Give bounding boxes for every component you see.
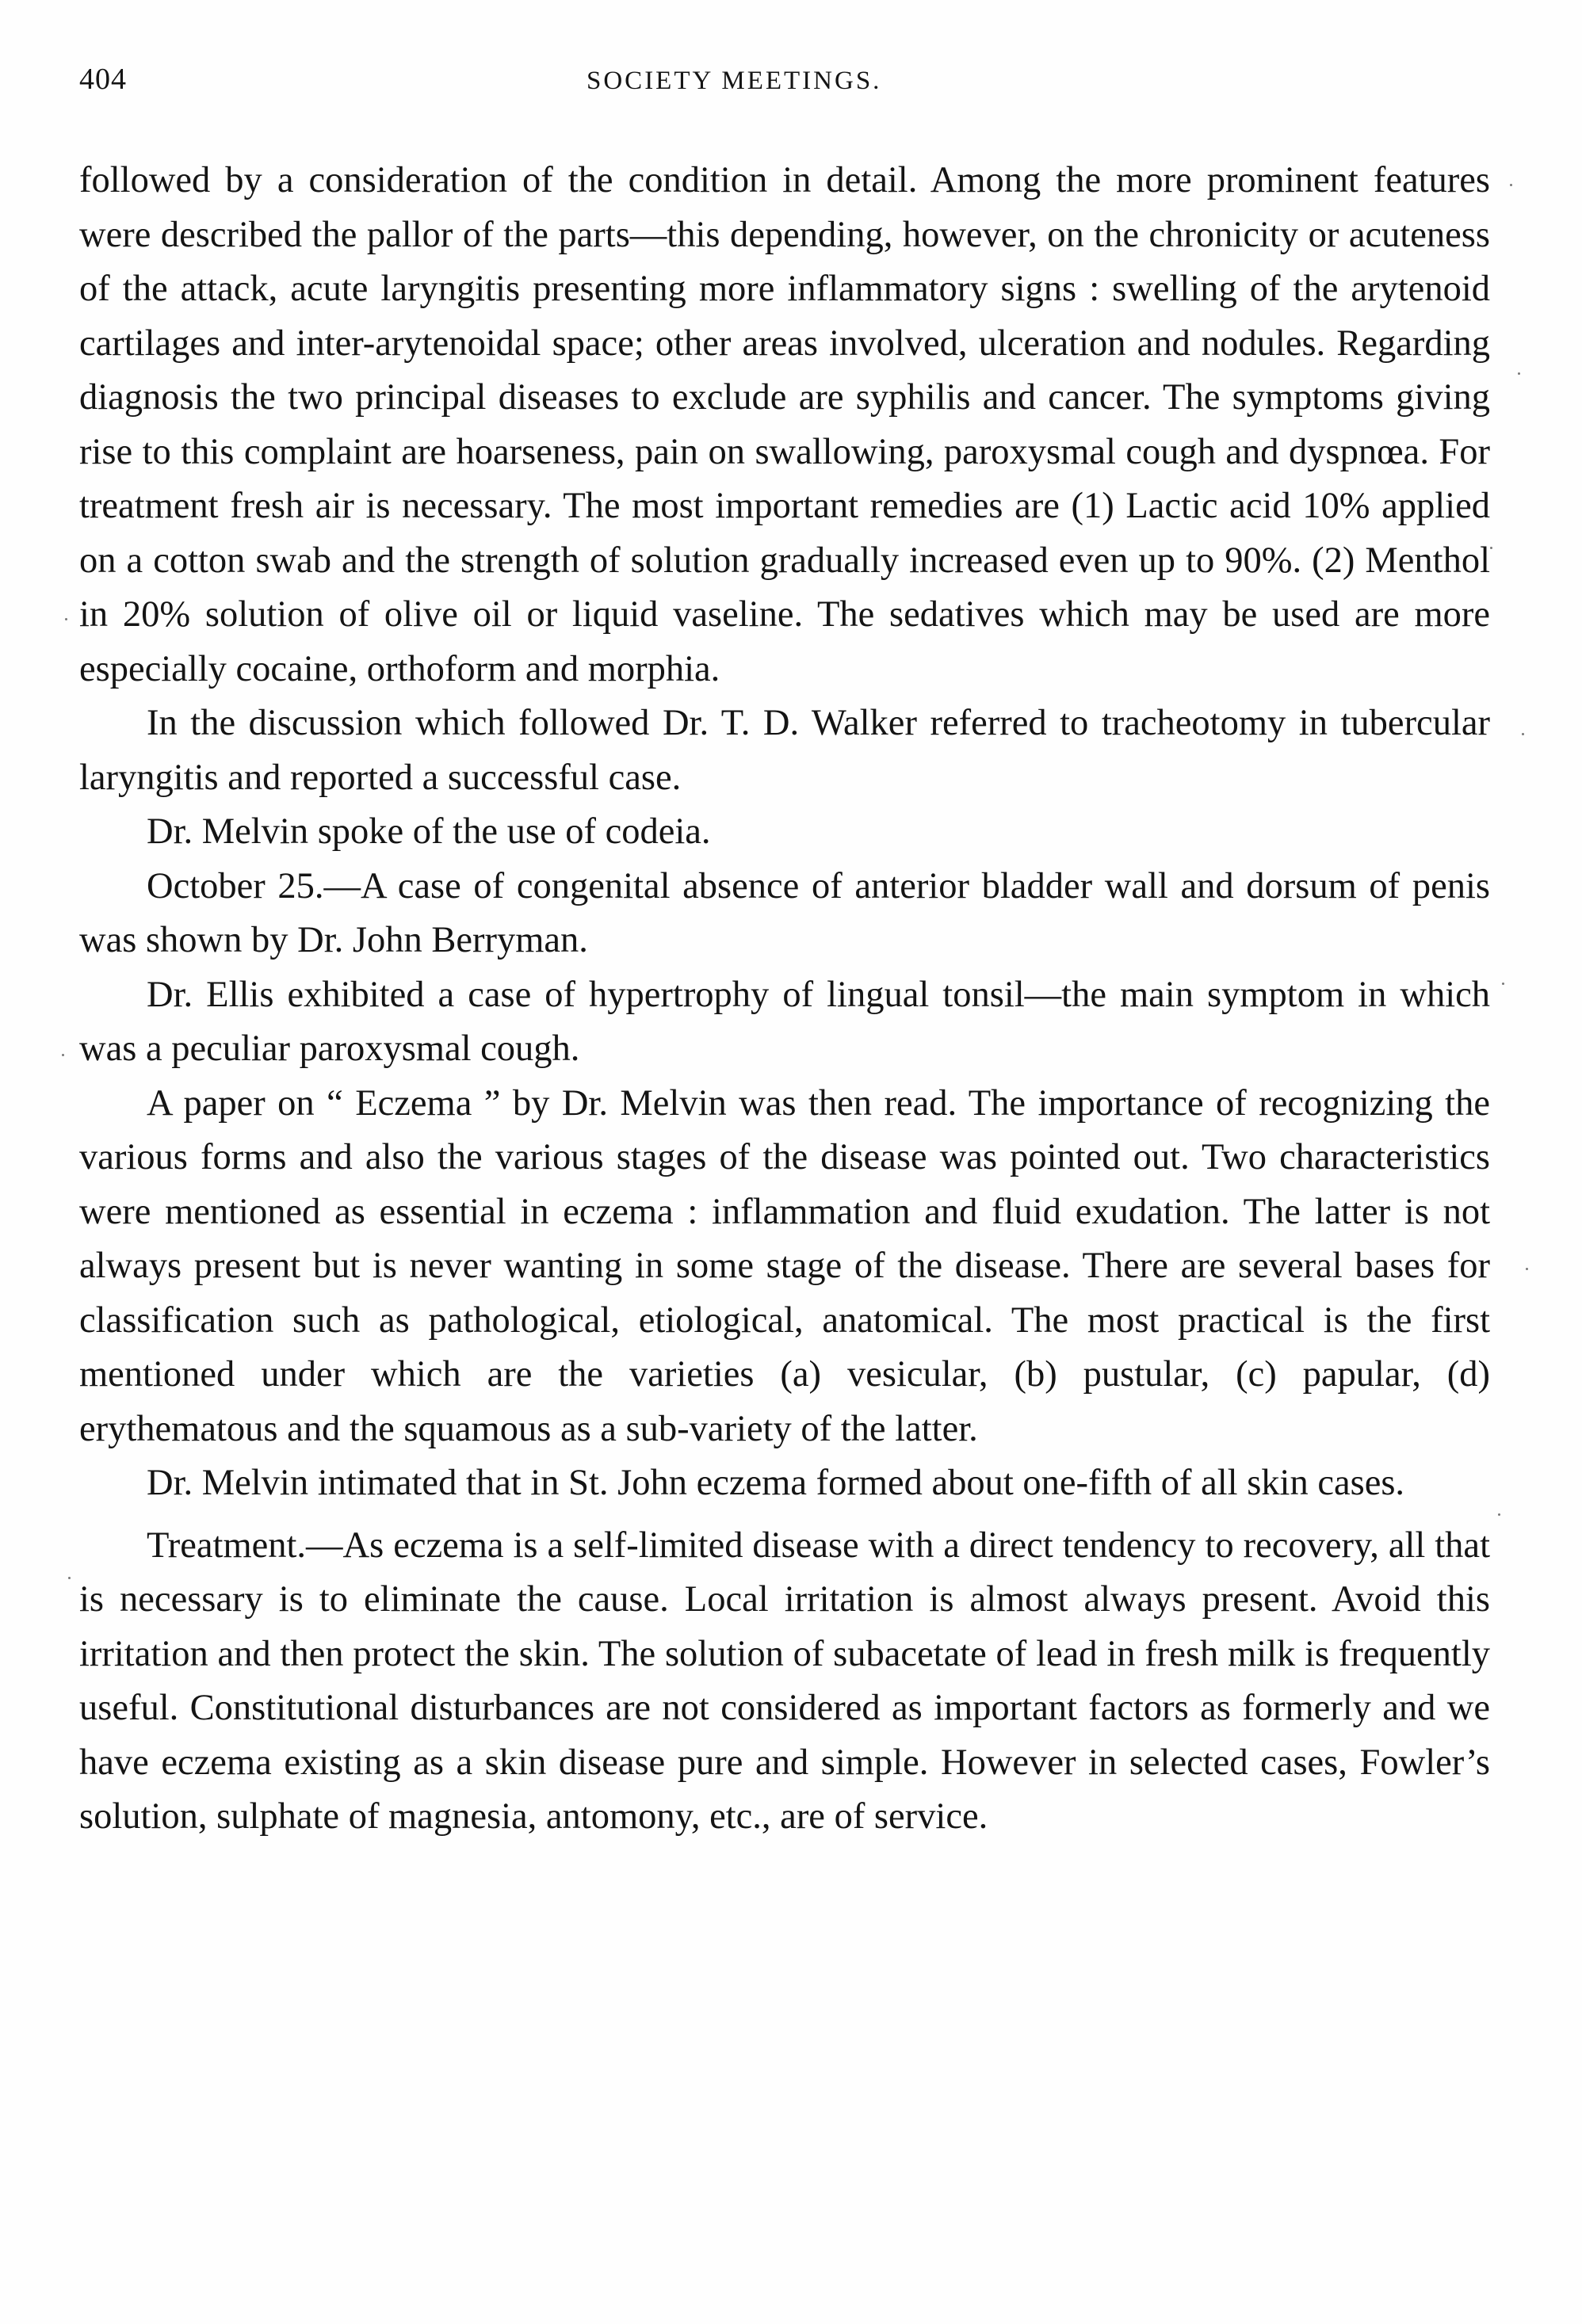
page-header (79, 62, 1490, 109)
scan-speck (1510, 184, 1512, 186)
scan-speck (1522, 733, 1524, 735)
scan-speck (1490, 547, 1492, 549)
paragraph-melvin-codeia: Dr. Melvin spoke of the use of codeia. (147, 811, 711, 852)
paragraph-october-25: October 25.—A case of congenital absence of anterior bladder wall and dorsum of penis was shown by Dr. John Berryman. (79, 865, 1490, 960)
scan-speck (1502, 983, 1504, 985)
scan-speck (1518, 372, 1520, 375)
paragraph-ellis-exhibit: Dr. Ellis exhibited a case of hypertrophy of lingual tonsil—the main symptom in which was a peculiar paroxysmal cough. (79, 974, 1490, 1069)
paragraph-eczema-prevalence: Dr. Melvin intimated that in St. John eczema formed about one-fifth of all skin cases. (147, 1463, 1405, 1503)
paragraph-laryngitis-continued: followed by a consideration of the condition in detail. Among the more prominent features were described the pallor of the parts—this depending, however, on the chronicity or acuteness of the attack, acute laryngitis presenting more inflammatory signs : swelling of the arytenoid cartilages and inter-arytenoidal space; other areas involved, ulceration and nodules. Regarding diagnosis the two principal diseases to exclude are syphilis and cancer. The symptoms giving rise to this complaint are hoarseness, pain on swallowing, paroxysmal cough and dyspnœa. For treatment fresh air is necessary. The most important remedies are (1) Lactic acid 10% applied on a cotton swab and the strength of solution gradually increased even up to 90%. (2) Menthol in 20% solution of olive oil or liquid vaseline. The sedatives which may be used are more especially cocaine, orthoform and morphia. (79, 160, 1490, 689)
scan-speck (1498, 1513, 1500, 1516)
running-title: SOCIETY MEETINGS. (587, 67, 882, 95)
scan-speck (65, 618, 67, 620)
paragraph-eczema-paper: A paper on “ Eczema ” by Dr. Melvin was then read. The importance of recognizing the various forms and also the various stages of the disease was pointed out. Two characteristics were mentioned as essential in eczema : inflammation and fluid exudation. The latter is not always present but is never wanting in some stage of the disease. There are several bases for classification such as pathological, etiological, anatomical. The most practical is the first mentioned under which are the varieties (a) vesicular, (b) pustular, (c) papular, (d) erythematous and the squamous as a sub-variety of the latter. (79, 1082, 1490, 1449)
paragraph-walker-discussion: In the discussion which followed Dr. T. D. Walker referred to tracheotomy in tubercular laryngitis and reported a successful case. (79, 703, 1490, 798)
scan-speck (68, 1577, 71, 1579)
scan-speck (62, 1054, 64, 1056)
scan-speck (1526, 1268, 1528, 1270)
page-number: 404 (79, 63, 127, 96)
article-body (79, 154, 1490, 1845)
paragraph-treatment: Treatment.—As eczema is a self-limited disease with a direct tendency to recovery, all that is necessary is to eliminate the cause. Local irritation is almost always present. Avoid this irritation and then protect the skin. The solution of subacetate of lead in fresh milk is frequently useful. Constitutional disturbances are not considered as important factors as formerly and we have eczema existing as a skin disease pure and simple. However in selected cases, Fowler’s solution, sulphate of magnesia, antomony, etc., are of service. (79, 1525, 1490, 1837)
